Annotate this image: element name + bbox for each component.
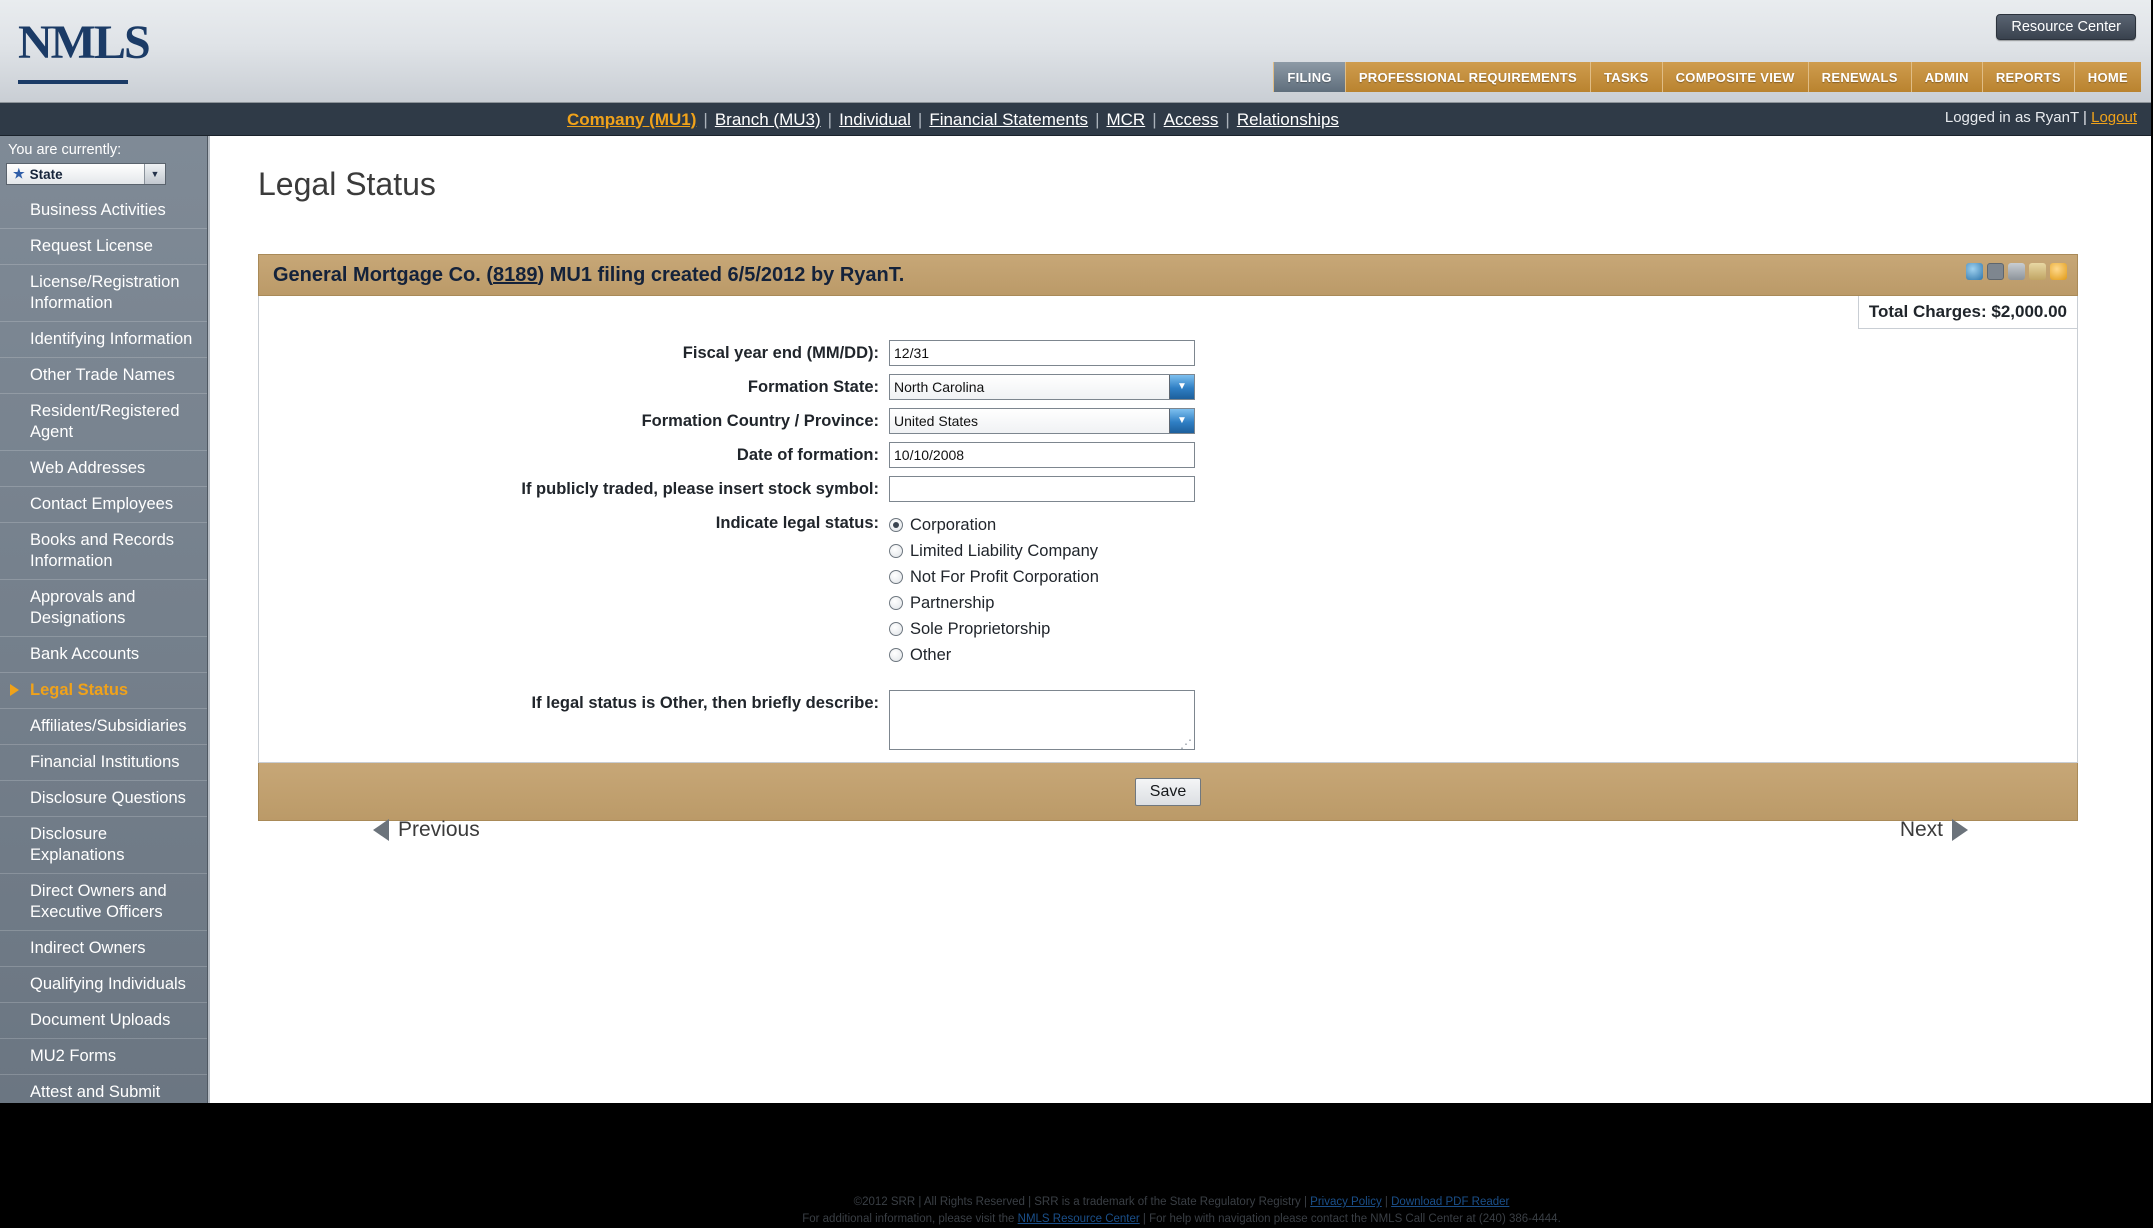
formation-country-select[interactable] (889, 408, 1195, 434)
logged-in-label: Logged in as RyanT (1944, 109, 2079, 126)
download-pdf-reader-link[interactable]: Download PDF Reader (1391, 1196, 1510, 1208)
sidebar-item-disclosure-explanations[interactable] (0, 817, 207, 874)
arrow-left-icon (373, 819, 389, 841)
sidebar-item-indirect-owners[interactable] (0, 931, 207, 967)
page-title: Legal Status (258, 166, 436, 202)
pagination-controls (258, 818, 2078, 858)
state-selector-dropdown[interactable] (6, 163, 166, 185)
other-describe-label: If legal status is Other, then briefly describe: (531, 694, 879, 712)
filing-prefix: ( (480, 263, 494, 286)
filing-text: ) MU1 filing created 6/5/2012 by RyanT. (537, 263, 905, 286)
nav-tab-reports[interactable]: REPORTS (1982, 62, 2074, 92)
sidebar-item-label: Affiliates/Subsidiaries (30, 717, 187, 735)
subnav-separator: | (1152, 109, 1157, 129)
login-status (1945, 109, 2137, 126)
top-header-bar (0, 0, 2151, 103)
radio-label: Other (910, 645, 952, 664)
footer-info-suffix: | For help with navigation please contact the NMLS Call Center at (240) 386-4444. (1139, 1213, 1561, 1225)
bottom-strip (0, 1103, 2151, 1125)
total-charges: Total Charges: $2,000.00 (1858, 296, 2077, 329)
form-row-other-describe (259, 690, 2077, 750)
nav-tab-home[interactable]: HOME (2074, 62, 2141, 92)
radio-option-corporation[interactable] (889, 512, 1099, 538)
star-icon: ★ (13, 166, 25, 181)
page-footer (210, 1194, 2153, 1228)
sidebar-item-label: Document Uploads (30, 1011, 171, 1029)
radio-label: Partnership (910, 593, 995, 612)
nav-tab-renewals[interactable]: RENEWALS (1808, 62, 1911, 92)
formation-country-label: Formation Country / Province: (641, 412, 879, 430)
next-button[interactable] (1900, 818, 1968, 842)
sidebar-item-identifying-information[interactable] (0, 322, 207, 358)
footer-copyright: ©2012 SRR | All Rights Reserved | SRR is a trademark of the State Regulatory Registry | (853, 1196, 1311, 1208)
sidebar-item-label: Other Trade Names (30, 366, 175, 384)
sidebar-item-label: Books and Records Information (30, 531, 174, 570)
radio-option-limited-liability-company[interactable] (889, 538, 1099, 564)
formation-state-value: North Carolina (894, 379, 985, 395)
sidebar-item-disclosure-questions[interactable] (0, 781, 207, 817)
footer-line-2 (210, 1211, 2153, 1228)
grid-icon[interactable] (1987, 263, 2004, 280)
sidebar-item-qualifying-individuals[interactable] (0, 967, 207, 1003)
sidebar-item-label: Contact Employees (30, 495, 174, 513)
radio-label: Not For Profit Corporation (910, 567, 1099, 586)
nmls-logo: NMLS (18, 14, 128, 84)
other-describe-textarea[interactable] (889, 690, 1195, 750)
sidebar-item-business-activities[interactable] (0, 193, 207, 229)
legal-status-panel (258, 254, 2078, 821)
print-icon[interactable] (2008, 263, 2025, 280)
form-row-legal-status (259, 510, 2077, 668)
subnav-individual[interactable]: Individual (839, 109, 911, 129)
secondary-nav-links (560, 103, 1346, 136)
legal-status-form (259, 340, 2077, 758)
sidebar-item-label: Identifying Information (30, 330, 193, 348)
sidebar-item-label: Web Addresses (30, 459, 146, 477)
fiscal-year-end-label: Fiscal year end (MM/DD): (682, 344, 879, 362)
radio-label: Sole Proprietorship (910, 619, 1051, 638)
date-of-formation-label: Date of formation: (736, 446, 879, 464)
sidebar-item-label: Direct Owners and Executive Officers (30, 882, 167, 921)
login-separator: | (2083, 109, 2092, 126)
panel-body (258, 296, 2078, 763)
sidebar-item-label: Financial Institutions (30, 753, 180, 771)
sidebar-item-label: Disclosure Explanations (30, 825, 125, 864)
formation-country-value: United States (894, 413, 979, 429)
radio-label: Corporation (910, 515, 997, 534)
resource-center-button[interactable]: Resource Center (1996, 14, 2136, 40)
sidebar-item-label: Resident/Registered Agent (30, 402, 180, 441)
date-of-formation-input[interactable]: 10/10/2008 (889, 442, 1195, 468)
sidebar-item-label: Bank Accounts (30, 645, 140, 663)
sidebar-context-label: You are currently: (8, 142, 122, 158)
panel-header (258, 254, 2078, 296)
sidebar-item-legal-status[interactable] (0, 673, 207, 709)
globe-icon[interactable] (1966, 263, 1983, 280)
formation-state-label: Formation State: (747, 378, 879, 396)
previous-button[interactable] (373, 818, 480, 842)
sidebar-item-label: Request License (30, 237, 153, 255)
sidebar-item-label: MU2 Forms (30, 1047, 117, 1065)
subnav-access[interactable]: Access (1163, 109, 1219, 129)
sidebar-item-label: Qualifying Individuals (30, 975, 186, 993)
main-content-area (208, 136, 2151, 1225)
radio-label: Limited Liability Company (910, 541, 1099, 560)
legal-status-label: Indicate legal status: (715, 514, 879, 532)
subnav-financial-statements[interactable]: Financial Statements (929, 109, 1089, 129)
form-row-date-of-formation (259, 442, 2077, 468)
subnav-separator: | (1095, 109, 1100, 129)
sidebar-item-affiliates-subsidiaries[interactable] (0, 709, 207, 745)
nmls-resource-center-link[interactable]: NMLS Resource Center (1017, 1213, 1140, 1225)
left-sidebar (0, 136, 208, 1103)
sidebar-item-label: Disclosure Questions (30, 789, 186, 807)
radio-option-other[interactable] (889, 642, 1099, 668)
help-icon[interactable] (2050, 263, 2067, 280)
sidebar-item-mu2-forms[interactable] (0, 1039, 207, 1075)
nav-tab-tasks[interactable]: TASKS (1590, 62, 1662, 92)
radio-icon[interactable] (889, 596, 903, 610)
sidebar-item-resident-registered-agent[interactable] (0, 394, 207, 451)
sidebar-item-label: Legal Status (30, 681, 129, 699)
subnav-separator: | (1225, 109, 1230, 129)
primary-nav-tabs (1273, 62, 2141, 92)
radio-icon[interactable] (889, 622, 903, 636)
stock-symbol-input[interactable] (889, 476, 1195, 502)
form-row-formation-state (259, 374, 2077, 400)
active-arrow-icon (10, 684, 19, 696)
subnav-company-mu1[interactable]: Company (MU1) (567, 109, 697, 129)
sidebar-item-label: License/Registration Information (30, 273, 180, 312)
subnav-relationships[interactable]: Relationships (1236, 109, 1339, 129)
panel-title (273, 264, 904, 287)
sidebar-item-document-uploads[interactable] (0, 1003, 207, 1039)
chevron-down-icon[interactable]: ▼ (1169, 375, 1194, 399)
company-id-link[interactable]: 8189 (493, 263, 538, 286)
mail-icon[interactable] (2029, 263, 2046, 280)
nav-tab-composite-view[interactable]: COMPOSITE VIEW (1662, 62, 1808, 92)
state-selector-value: State (29, 166, 63, 182)
form-row-stock-symbol (259, 476, 2077, 502)
form-row-formation-country (259, 408, 2077, 434)
radio-icon[interactable] (889, 544, 903, 558)
sidebar-item-license-registration-information[interactable] (0, 265, 207, 322)
footer-line-1 (210, 1194, 2153, 1211)
sidebar-item-bank-accounts[interactable] (0, 637, 207, 673)
sidebar-item-other-trade-names[interactable] (0, 358, 207, 394)
formation-state-select[interactable] (889, 374, 1195, 400)
subnav-separator: | (827, 109, 833, 129)
footer-info-prefix: For additional information, please visit the (802, 1213, 1018, 1225)
subnav-separator: | (703, 109, 708, 129)
sidebar-item-label: Business Activities (30, 201, 166, 219)
chevron-down-icon[interactable]: ▼ (1169, 409, 1194, 433)
sidebar-item-contact-employees[interactable] (0, 487, 207, 523)
radio-option-not-for-profit-corporation[interactable] (889, 564, 1099, 590)
radio-icon[interactable] (889, 570, 903, 584)
radio-option-sole-proprietorship[interactable] (889, 616, 1099, 642)
logout-link[interactable]: Logout (2091, 109, 2137, 126)
next-label: Next (1899, 818, 1943, 841)
company-name: General Mortgage Co. (273, 263, 481, 286)
panel-header-icons (1966, 263, 2067, 280)
nav-tab-filing[interactable]: FILING (1273, 62, 1344, 92)
sidebar-item-label: Indirect Owners (30, 939, 146, 957)
arrow-right-icon (1952, 819, 1968, 841)
legal-status-radio-group (889, 510, 1099, 668)
subnav-separator: | (917, 109, 923, 129)
nav-tab-admin[interactable]: ADMIN (1911, 62, 1982, 92)
sidebar-item-request-license[interactable] (0, 229, 207, 265)
previous-label: Previous (398, 818, 480, 841)
privacy-policy-link[interactable]: Privacy Policy (1310, 1196, 1382, 1208)
panel-footer (258, 763, 2078, 821)
sidebar-item-web-addresses[interactable] (0, 451, 207, 487)
chevron-down-icon[interactable]: ▼ (144, 164, 165, 184)
form-row-fiscal-year-end (259, 340, 2077, 366)
fiscal-year-end-input[interactable]: 12/31 (889, 340, 1195, 366)
nav-tab-professional-requirements[interactable]: PROFESSIONAL REQUIREMENTS (1345, 62, 1590, 92)
secondary-nav-bar (0, 103, 2151, 136)
subnav-branch-mu3[interactable]: Branch (MU3) (714, 109, 821, 129)
sidebar-item-direct-owners-and-executive-officers[interactable] (0, 874, 207, 931)
sidebar-item-label: Attest and Submit (30, 1083, 161, 1101)
sidebar-item-label: Approvals and Designations (30, 588, 136, 627)
sidebar-item-books-and-records-information[interactable] (0, 523, 207, 580)
radio-option-partnership[interactable] (889, 590, 1099, 616)
save-button[interactable]: Save (1135, 778, 1201, 806)
footer-separator: | (1381, 1196, 1392, 1208)
radio-icon[interactable] (889, 648, 903, 662)
radio-icon[interactable] (889, 518, 903, 532)
sidebar-item-approvals-and-designations[interactable] (0, 580, 207, 637)
sidebar-item-financial-institutions[interactable] (0, 745, 207, 781)
subnav-mcr[interactable]: MCR (1106, 109, 1146, 129)
stock-symbol-label: If publicly traded, please insert stock symbol: (521, 480, 879, 498)
